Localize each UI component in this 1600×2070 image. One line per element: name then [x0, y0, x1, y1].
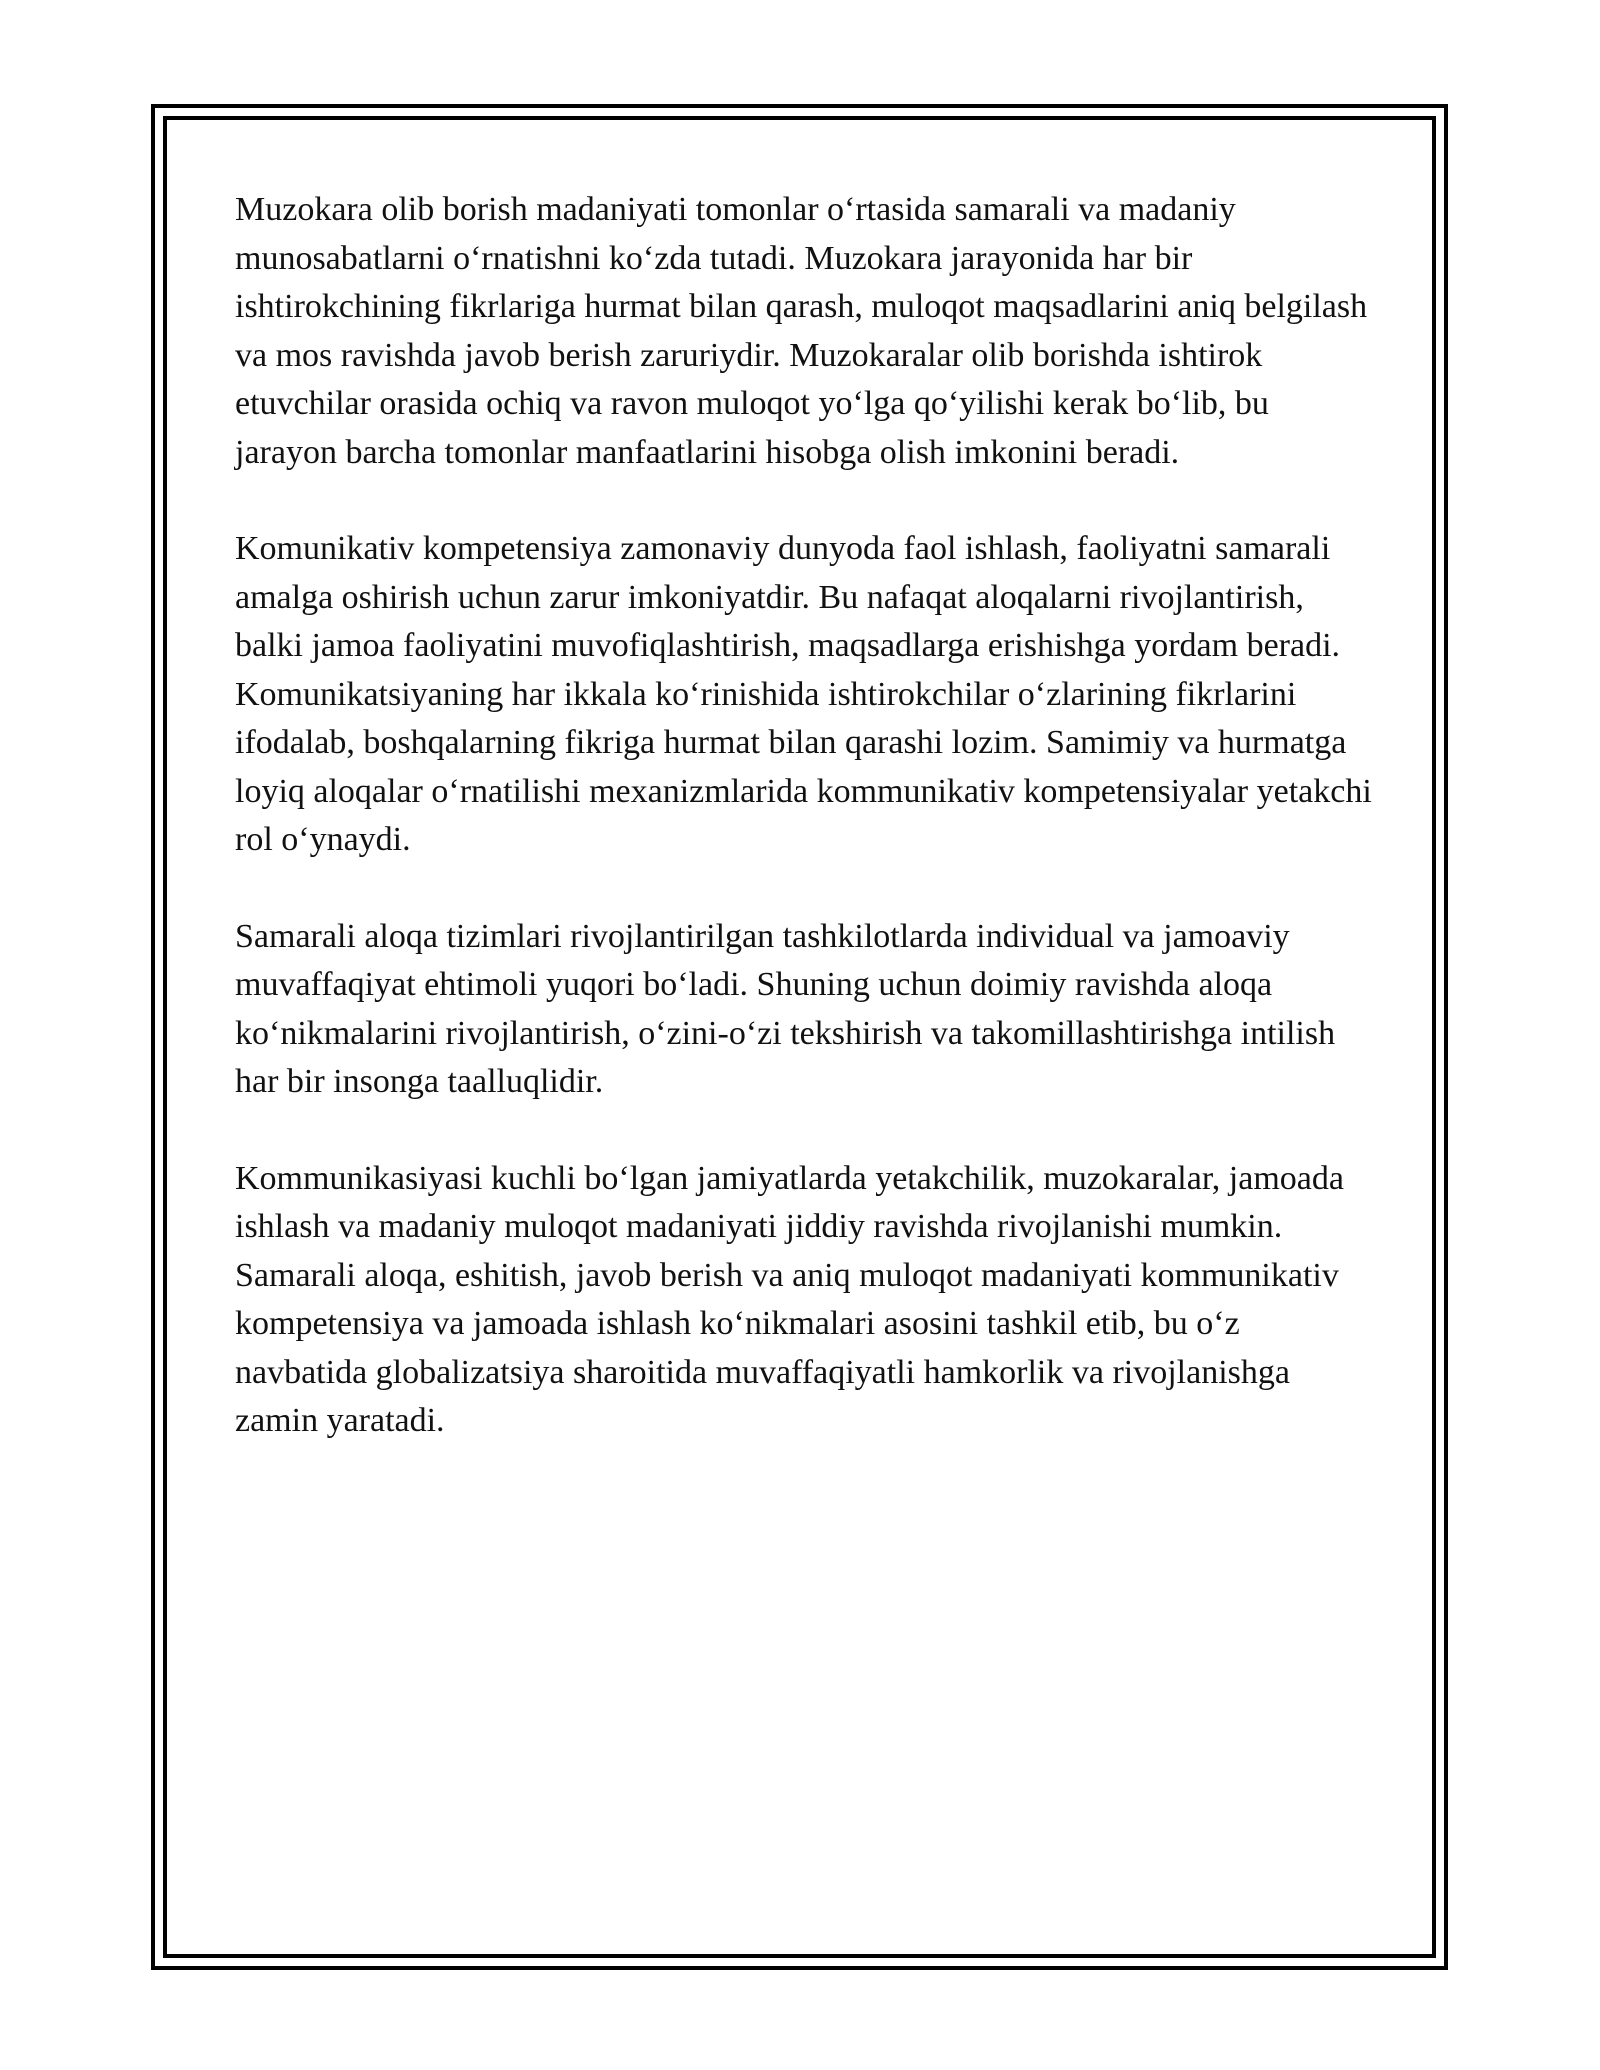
paragraph-4: Kommunikasiyasi kuchli bo‘lgan jamiyatlarda yetakchilik, muzokaralar, jamoada ishlash va madaniy muloqot madaniyati jiddiy ravishda rivojlanishi mumkin. Samarali aloqa, eshitish, javob berish va aniq muloqot madaniyati kommunikativ kompetensiya va jamoada ishlash ko‘nikmalari asosini tashkil etib, bu o‘z navbatida globalizatsiya sharoitida muvaffaqiyatli hamkorlik va rivojlanishga zamin yaratadi. [235, 1159, 1344, 1439]
paragraph-1: Muzokara olib borish madaniyati tomonlar o‘rtasida samarali va madaniy munosabatlarni o‘rnatishni ko‘zda tutadi. Muzokara jarayonida har bir ishtirokchining fikrlariga hurmat bilan qarash, muloqot maqsadlarini aniq belgilash va mos ravishda javob berish zaruriydir. Muzokaralar olib borishda ishtirok etuvchilar orasida ochiq va ravon muloqot yo‘lga qo‘yilishi kerak bo‘lib, bu jarayon barcha tomonlar manfaatlarini hisobga olish imkonini beradi. [235, 191, 1368, 471]
document-body [235, 186, 1375, 1446]
paragraph-2: Komunikativ kompetensiya zamonaviy dunyoda faol ishlash, faoliyatni samarali amalga oshirish uchun zarur imkoniyatdir. Bu nafaqat aloqalarni rivojlantirish, balki jamoa faoliyatini muvofiqlashtirish, maqsadlarga erishishga yordam beradi. Komunikatsiyaning har ikkala ko‘rinishida ishtirokchilar o‘zlarining fikrlarini ifodalab, boshqalarning fikriga hurmat bilan qarashi lozim. Samimiy va hurmatga loyiq aloqalar o‘rnatilishi mexanizmlarida kommunikativ kompetensiyalar yetakchi rol o‘ynaydi. [235, 530, 1372, 858]
paragraph-3: Samarali aloqa tizimlari rivojlantirilgan tashkilotlarda individual va jamoaviy muvaffaqiyat ehtimoli yuqori bo‘ladi. Shuning uchun doimiy ravishda aloqa ko‘nikmalarini rivojlantirish, o‘zini-o‘zi tekshirish va takomillashtirishga intilish har bir insonga taalluqlidir. [235, 917, 1336, 1100]
